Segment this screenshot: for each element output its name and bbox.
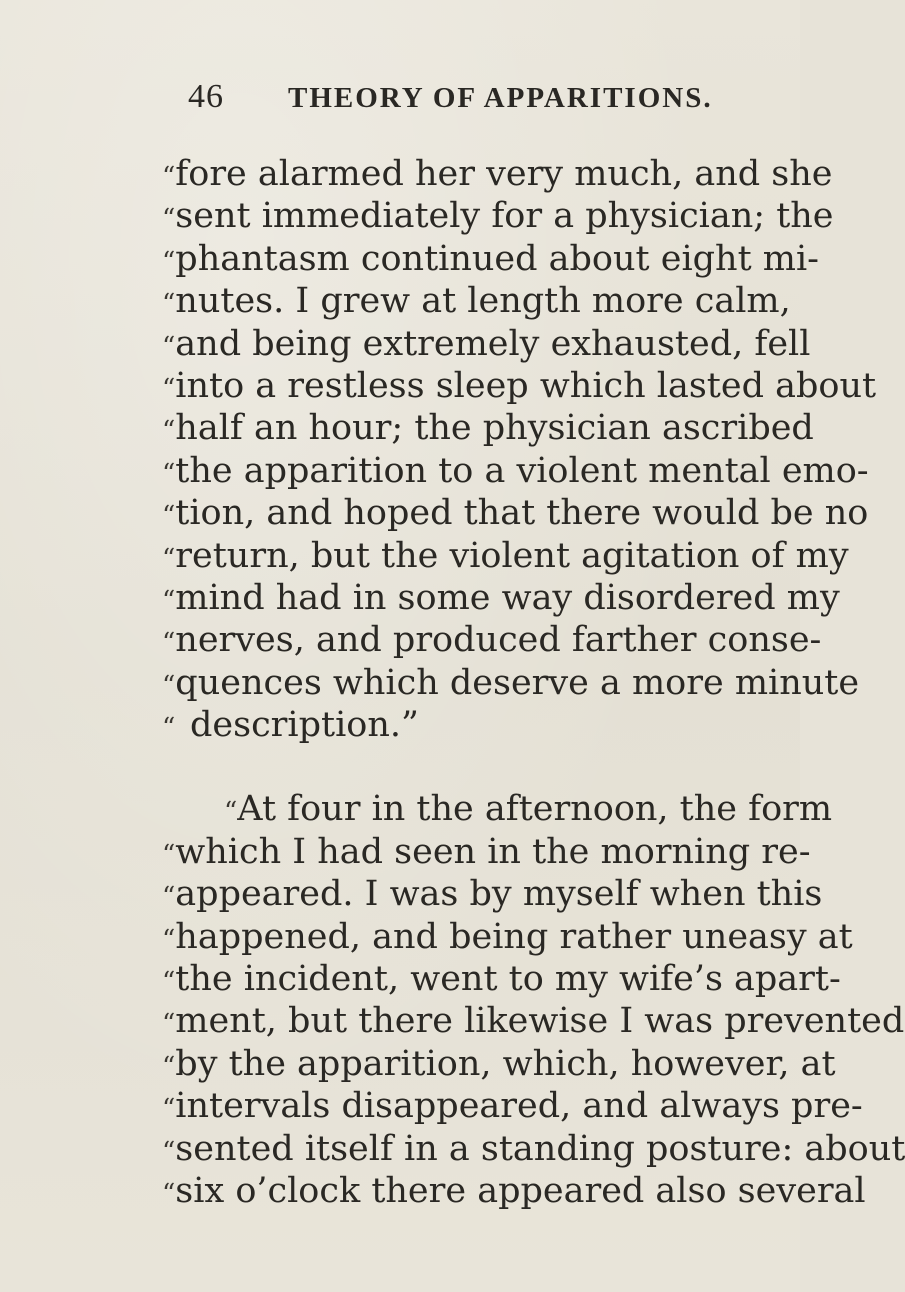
line-text: the incident, went to my wife’s apart-: [175, 959, 841, 1000]
text-line: [162, 195, 834, 237]
line-text: nutes. I grew at length more calm,: [175, 281, 791, 322]
text-line: [162, 704, 742, 746]
line-text: happened, and being rather uneasy at: [175, 916, 853, 957]
line-text: tion, and hoped that there would be no: [175, 493, 869, 534]
line-text: intervals disappeared, and always pre-: [175, 1086, 863, 1127]
quote-mark: “: [162, 501, 176, 532]
quote-mark: “: [162, 585, 176, 616]
text-line: [162, 238, 819, 280]
quote-mark: “: [162, 289, 176, 320]
line-text: half an hour; the physician ascribed: [175, 408, 814, 449]
quote-mark: “: [162, 670, 176, 701]
quote-mark: “: [162, 1094, 176, 1125]
line-text: return, but the violent agitation of my: [175, 535, 849, 576]
quote-mark: “: [162, 204, 176, 235]
page-number: 46: [188, 78, 224, 115]
line-text: sented itself in a standing posture: about: [175, 1128, 905, 1169]
paragraph-1: [162, 153, 877, 746]
quote-mark: “: [162, 924, 176, 955]
quote-mark: “: [162, 458, 176, 489]
text-line: [162, 1085, 863, 1127]
text-line: [162, 831, 811, 873]
text-line: [162, 407, 814, 449]
text-line: [162, 873, 823, 915]
line-text: into a restless sleep which lasted about: [175, 365, 877, 406]
running-head: [188, 78, 748, 116]
paragraph-2: [162, 788, 905, 1212]
body-text: [162, 153, 905, 1212]
quote-mark: “: [162, 331, 176, 362]
text-line: [162, 788, 833, 830]
text-line: [162, 535, 849, 577]
line-text: quences which deserve a more minute: [175, 662, 860, 703]
text-line: [162, 153, 833, 195]
quote-mark: “: [224, 797, 238, 828]
text-line: [162, 450, 869, 492]
line-text: the apparition to a violent mental emo-: [175, 450, 869, 491]
text-line: [162, 619, 822, 661]
quote-mark: “: [162, 839, 176, 870]
line-text: At four in the afternoon, the form: [237, 789, 833, 830]
line-text: fore alarmed her very much, and she: [175, 154, 833, 194]
line-text: by the apparition, which, however, at: [175, 1043, 836, 1084]
paragraph-gap: [162, 746, 742, 788]
line-text: mind had in some way disordered my: [175, 577, 840, 618]
line-text: ment, but there likewise I was prevented: [175, 1001, 905, 1042]
line-text: phantasm continued about eight mi-: [175, 238, 819, 279]
quote-mark: “: [162, 373, 176, 404]
quote-mark: “: [162, 967, 176, 998]
quote-mark: “: [162, 416, 176, 447]
text-line: [162, 958, 841, 1000]
quote-mark: “: [162, 246, 176, 277]
line-text: nerves, and produced farther conse-: [175, 620, 822, 661]
quote-mark: “: [162, 1136, 176, 1167]
text-line: [162, 323, 811, 365]
quote-mark: “: [162, 713, 176, 744]
line-text: six o’clock there appeared also several: [175, 1170, 866, 1211]
text-line: [162, 1128, 905, 1170]
quote-mark: “: [162, 628, 176, 659]
quote-mark: “: [162, 543, 176, 574]
line-text: and being extremely exhausted, fell: [175, 323, 811, 364]
quote-mark: “: [162, 882, 176, 913]
quote-mark: “: [162, 1051, 176, 1082]
quote-mark: “: [162, 162, 176, 192]
text-line: [162, 662, 860, 704]
line-text: description.”: [190, 705, 419, 746]
text-line: [162, 1000, 905, 1042]
text-line: [162, 492, 869, 534]
quote-mark: “: [162, 1178, 176, 1209]
text-line: [162, 916, 853, 958]
running-title: THEORY OF APPARITIONS.: [288, 82, 713, 114]
line-text: appeared. I was by myself when this: [175, 874, 823, 915]
text-line: [162, 280, 791, 322]
text-line: [162, 1043, 836, 1085]
text-line: [162, 1170, 866, 1212]
quote-mark: “: [162, 1009, 176, 1040]
line-text: which I had seen in the morning re-: [175, 831, 811, 872]
text-line: [162, 365, 877, 407]
text-line: [162, 577, 840, 619]
line-text: sent immediately for a physician; the: [175, 196, 834, 237]
